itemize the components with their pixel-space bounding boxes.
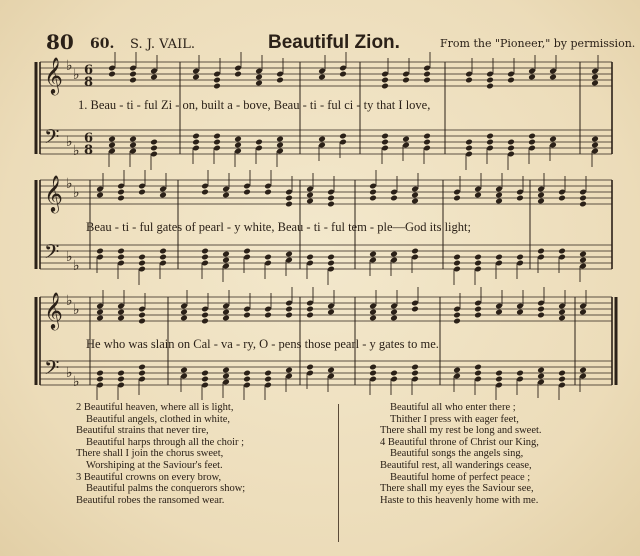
note-head — [96, 376, 104, 383]
note-head — [465, 139, 473, 146]
note-head — [222, 257, 230, 264]
verse-line: Beautiful home of perfect peace ; — [390, 471, 531, 483]
note-head — [201, 189, 209, 196]
note-head — [369, 189, 377, 196]
note-head — [138, 189, 146, 196]
note-head — [474, 370, 482, 377]
verses-left-column — [76, 402, 245, 506]
key-flat: ♭ — [73, 258, 80, 274]
bass-clef: 𝄢 — [44, 356, 60, 384]
key-flat: ♭ — [73, 67, 80, 83]
note-head — [423, 133, 431, 140]
note-head — [96, 370, 104, 377]
note-head — [201, 312, 209, 319]
bass-clef: 𝄢 — [44, 125, 60, 153]
note-head — [255, 80, 263, 87]
note-head — [549, 74, 557, 81]
time-signature-bottom: 8 — [84, 143, 94, 158]
note-head — [264, 376, 272, 383]
note-head — [117, 195, 125, 202]
note-head — [381, 83, 389, 90]
note-head — [201, 248, 209, 255]
key-flat: ♭ — [66, 365, 73, 381]
note-head — [390, 370, 398, 377]
note-head — [138, 370, 146, 377]
note-head — [474, 312, 482, 319]
note-head — [453, 312, 461, 319]
note-head — [138, 312, 146, 319]
note-head — [537, 306, 545, 313]
note-head — [486, 77, 494, 84]
key-flat: ♭ — [73, 302, 80, 318]
note-head — [222, 367, 230, 374]
note-head — [495, 309, 503, 316]
note-head — [507, 77, 515, 84]
note-head — [243, 376, 251, 383]
note-head — [327, 260, 335, 267]
verse-line: Beautiful angels, clothed in white, — [86, 413, 231, 425]
note-head — [117, 315, 125, 322]
note-head — [117, 254, 125, 261]
verse-line: Beautiful harps through all the choir ; — [86, 436, 245, 448]
note-head — [579, 367, 587, 374]
note-head — [213, 83, 221, 90]
note-head — [117, 309, 125, 316]
note-head — [192, 74, 200, 81]
verse-line: 4 Beautiful throne of Christ our King, — [380, 436, 539, 448]
note-head — [537, 192, 545, 199]
note-head — [591, 142, 599, 149]
treble-clef: 𝄞 — [44, 174, 63, 212]
note-head — [549, 136, 557, 143]
note-head — [138, 260, 146, 267]
note-head — [537, 248, 545, 255]
note-head — [264, 370, 272, 377]
verse-line: Beautiful strains that never tire, — [76, 425, 209, 437]
note-head — [495, 370, 503, 377]
note-head — [306, 364, 314, 371]
note-head — [222, 251, 230, 258]
note-head — [180, 367, 188, 374]
note-head — [150, 74, 158, 81]
lyric-line-2: Beau - ti - ful gates of pearl - y white, Beau - ti - ful tem - ple—God its light; — [86, 220, 471, 234]
note-head — [411, 306, 419, 313]
note-head — [369, 364, 377, 371]
note-head — [579, 201, 587, 208]
note-head — [486, 83, 494, 90]
note-head — [264, 254, 272, 261]
note-head — [390, 309, 398, 316]
note-head — [411, 192, 419, 199]
note-head — [402, 77, 410, 84]
note-head — [243, 370, 251, 377]
note-head — [423, 139, 431, 146]
note-head — [495, 192, 503, 199]
note-head — [411, 364, 419, 371]
note-head — [453, 195, 461, 202]
note-head — [390, 315, 398, 322]
note-head — [201, 318, 209, 325]
column-divider — [338, 404, 339, 542]
note-head — [201, 254, 209, 261]
note-head — [474, 364, 482, 371]
note-head — [327, 309, 335, 316]
note-head — [453, 260, 461, 267]
note-head — [381, 133, 389, 140]
key-flat: ♭ — [66, 134, 73, 150]
bass-clef: 𝄢 — [44, 240, 60, 268]
note-head — [591, 136, 599, 143]
treble-clef: 𝄞 — [44, 56, 63, 94]
note-head — [369, 315, 377, 322]
verse-line: There shall my rest be long and sweet. — [380, 425, 542, 437]
note-head — [402, 136, 410, 143]
note-head — [285, 195, 293, 202]
note-head — [528, 139, 536, 146]
note-head — [369, 309, 377, 316]
note-head — [516, 254, 524, 261]
verse-line: Beautiful rest, all wanderings cease, — [380, 459, 532, 471]
note-head — [411, 370, 419, 377]
verses-right-column — [380, 402, 542, 506]
note-head — [516, 370, 524, 377]
note-head — [591, 80, 599, 87]
note-head — [495, 198, 503, 205]
note-head — [558, 315, 566, 322]
note-head — [306, 312, 314, 319]
lyric-line-1: 1. Beau - ti - ful Zi - on, built a - bove, Beau - ti - ful ci - ty that I love, — [78, 98, 431, 112]
note-head — [213, 139, 221, 146]
note-head — [516, 309, 524, 316]
key-flat: ♭ — [73, 185, 80, 201]
note-head — [474, 254, 482, 261]
note-head — [285, 367, 293, 374]
note-head — [117, 376, 125, 383]
note-head — [129, 142, 137, 149]
note-head — [180, 309, 188, 316]
note-head — [423, 77, 431, 84]
note-head — [222, 309, 230, 316]
note-head — [507, 145, 515, 152]
note-head — [201, 376, 209, 383]
note-head — [96, 192, 104, 199]
note-head — [117, 248, 125, 255]
page-number: 80 — [46, 30, 74, 54]
note-head — [159, 248, 167, 255]
note-head — [465, 77, 473, 84]
note-head — [201, 370, 209, 377]
verse-line: 3 Beautiful crowns on every brow, — [76, 471, 222, 483]
note-head — [579, 251, 587, 258]
note-head — [465, 145, 473, 152]
composer-name: S. J. VAIL. — [130, 37, 195, 52]
note-head — [129, 136, 137, 143]
note-head — [327, 254, 335, 261]
note-head — [129, 71, 137, 78]
note-head — [255, 74, 263, 81]
note-head — [453, 318, 461, 325]
note-head — [486, 139, 494, 146]
verse-line: There shall my eyes the Saviour see, — [380, 483, 534, 495]
note-head — [306, 192, 314, 199]
note-head — [558, 248, 566, 255]
note-head — [474, 306, 482, 313]
note-head — [411, 198, 419, 205]
note-head — [579, 195, 587, 202]
note-head — [507, 139, 515, 146]
note-head — [243, 248, 251, 255]
key-flat: ♭ — [66, 293, 73, 309]
note-head — [306, 306, 314, 313]
time-signature-top: 6 — [84, 63, 94, 78]
key-flat: ♭ — [66, 249, 73, 265]
permission-credit: From the "Pioneer," by permission. — [440, 37, 636, 50]
time-signature-top: 6 — [84, 131, 94, 146]
note-head — [339, 71, 347, 78]
verse-line: Beautiful robes the ransomed wear. — [76, 494, 225, 506]
note-head — [327, 201, 335, 208]
note-head — [318, 136, 326, 143]
note-head — [285, 201, 293, 208]
note-head — [474, 192, 482, 199]
note-head — [255, 139, 263, 146]
note-head — [243, 189, 251, 196]
note-head — [423, 71, 431, 78]
note-head — [579, 309, 587, 316]
note-head — [369, 195, 377, 202]
note-head — [306, 254, 314, 261]
note-head — [327, 195, 335, 202]
note-head — [96, 315, 104, 322]
note-head — [381, 77, 389, 84]
note-head — [222, 192, 230, 199]
note-head — [474, 260, 482, 267]
verse-line: Beautiful palms the conquerors show; — [86, 483, 246, 495]
note-head — [117, 370, 125, 377]
note-head — [213, 77, 221, 84]
verse-line: Beautiful songs the angels sing, — [390, 448, 524, 460]
note-head — [285, 306, 293, 313]
note-head — [264, 189, 272, 196]
verse-line: Haste to this heavenly home with me. — [380, 494, 539, 506]
note-head — [516, 195, 524, 202]
note-head — [558, 370, 566, 377]
note-head — [495, 254, 503, 261]
verse-line: Thither I press with eager feet, — [390, 413, 519, 425]
note-head — [192, 133, 200, 140]
note-head — [117, 189, 125, 196]
note-head — [276, 142, 284, 149]
note-head — [495, 376, 503, 383]
note-head — [528, 133, 536, 140]
note-head — [138, 254, 146, 261]
note-head — [276, 136, 284, 143]
note-head — [285, 251, 293, 258]
note-head — [318, 74, 326, 81]
note-head — [192, 139, 200, 146]
note-head — [390, 195, 398, 202]
note-head — [558, 376, 566, 383]
time-signature-bottom: 8 — [84, 75, 94, 90]
key-flat: ♭ — [73, 374, 80, 390]
note-head — [180, 315, 188, 322]
note-head — [159, 192, 167, 199]
note-head — [453, 254, 461, 261]
note-head — [222, 373, 230, 380]
note-head — [558, 309, 566, 316]
note-head — [537, 312, 545, 319]
note-head — [285, 312, 293, 319]
note-head — [222, 315, 230, 322]
note-head — [213, 133, 221, 140]
note-head — [96, 248, 104, 255]
verse-line: There shall I join the chorus sweet, — [76, 448, 224, 460]
note-head — [129, 77, 137, 84]
note-head — [558, 195, 566, 202]
note-head — [486, 133, 494, 140]
note-head — [108, 136, 116, 143]
note-head — [96, 309, 104, 316]
note-head — [150, 145, 158, 152]
note-head — [537, 367, 545, 374]
note-head — [579, 257, 587, 264]
note-head — [138, 318, 146, 325]
note-head — [390, 251, 398, 258]
note-head — [411, 248, 419, 255]
note-head — [453, 367, 461, 374]
note-head — [381, 139, 389, 146]
note-head — [327, 367, 335, 374]
verse-line: 2 Beautiful heaven, where all is light, — [76, 402, 234, 413]
note-head — [234, 136, 242, 143]
note-head — [537, 373, 545, 380]
verse-line: Worshiping at the Saviour's feet. — [86, 459, 223, 471]
note-head — [369, 370, 377, 377]
lyric-line-3: He who was slain on Cal - va - ry, O - pens those pearl - y gates to me. — [86, 337, 439, 351]
note-head — [591, 74, 599, 81]
note-head — [234, 142, 242, 149]
note-head — [243, 312, 251, 319]
note-head — [159, 254, 167, 261]
note-head — [108, 71, 116, 78]
key-flat: ♭ — [66, 58, 73, 74]
note-head — [369, 251, 377, 258]
note-head — [528, 74, 536, 81]
treble-clef: 𝄞 — [44, 291, 63, 329]
key-flat: ♭ — [73, 143, 80, 159]
note-head — [234, 71, 242, 78]
hymn-number: 60. — [90, 36, 115, 52]
note-head — [537, 198, 545, 205]
key-flat: ♭ — [66, 176, 73, 192]
hymn-title: Beautiful Zion. — [268, 32, 400, 53]
note-head — [306, 198, 314, 205]
note-head — [108, 142, 116, 149]
note-head — [264, 312, 272, 319]
note-head — [339, 133, 347, 140]
note-head — [276, 77, 284, 84]
verse-line: Beautiful all who enter there ; — [390, 402, 516, 413]
note-head — [150, 139, 158, 146]
note-head — [138, 364, 146, 371]
